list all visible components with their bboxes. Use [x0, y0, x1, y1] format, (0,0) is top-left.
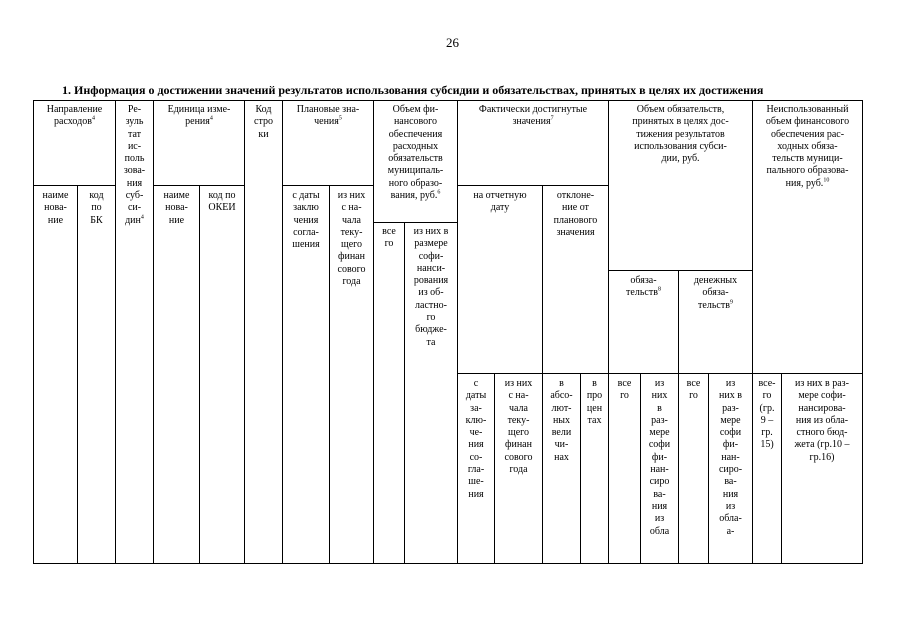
header-v-procentah: в про цен тах [586, 378, 603, 426]
header-vsego-1: все го [382, 226, 396, 250]
grid-line [199, 185, 200, 563]
grid-line [457, 185, 608, 186]
grid-line [542, 185, 543, 563]
grid-line [282, 185, 373, 186]
header-sofinansirovanie-4: из них в раз- мере софи- нансирова- ния из обла- стного бюд- жета (гр.10 – гр.16) [794, 378, 850, 463]
header-rezultat: Ре- зуль тат ис- поль зова- ния суб- си- дин$^4$ [123, 104, 146, 226]
header-v-absolyutnyh: в абсо- лют- ных вели чи- нах [550, 378, 573, 463]
section-heading: 1. Информация о достижении значений результатов использования субсидии и обязательствах, принятых в целях их достижения [62, 83, 764, 97]
table-border-right [862, 100, 863, 563]
header-sofinansirovanie-2: из них в раз- мере софи фи- нан- сиро ва- ния из обла [648, 378, 671, 537]
header-fakticheski-dostignutye: Фактически достигнутые значения$^7$ [478, 104, 588, 128]
table-border-top [33, 100, 863, 101]
header-obyazatelstv: обяза- тельств$^8$ [626, 275, 661, 299]
header-vsego-3: все го [686, 378, 701, 402]
header-s-nachala-goda-2: из них с на- чала теку- щего финан сового года [504, 378, 533, 476]
header-naimenovanie-1: наиме нова- ние [42, 190, 69, 226]
header-vsego-2: все го [617, 378, 632, 402]
header-s-daty-zaklyucheniya: с даты заклю чения согла- шения [292, 190, 320, 251]
header-edinica-izmereniya: Единица изме- рения$^4$ [167, 104, 231, 128]
grid-line [608, 100, 609, 563]
header-sofinansirovanie-3: из них в раз- мере софи фи- нан- сиро- ва- ния из обла- а- [718, 378, 743, 537]
grid-line [244, 100, 245, 563]
header-s-nachala-goda: из них с на- чала теку- щего финан сового года [337, 190, 366, 288]
grid-line [33, 185, 115, 186]
header-vsego-4: все- го (гр. 9 – гр. 15) [758, 378, 776, 451]
grid-line [282, 100, 283, 563]
grid-line [608, 270, 752, 271]
header-obem-obyazatelstv: Объем обязательств, принятых в целях дос- тижения результатов использования субси- дии, руб. [632, 104, 729, 165]
header-kod-stroki: Код стро ки [254, 104, 273, 140]
header-obem-finansovogo-obespecheniya: Объем фи- нансового обеспечения расходных обязательств муниципаль- ного образо- вания, руб.$^6$ [387, 104, 444, 202]
header-napravlenie: Направление расходов$^4$ [46, 104, 103, 128]
table-border-left [33, 100, 34, 563]
header-denezhnyh-obyazatelstv: денежных обяза- тельств$^9$ [693, 275, 738, 311]
table-border-bottom [33, 563, 863, 564]
header-naimenovanie-2: наиме нова- ние [163, 190, 190, 226]
grid-line [678, 270, 679, 563]
header-neispolzovannyi-obem: Неиспользованный объем финансового обеспечения рас- ходных обяза- тельств муници- пального образова- ния, руб.$^{10}$ [765, 104, 850, 189]
page-number: 26 [446, 35, 459, 50]
header-na-otchetnuyu-datu: на отчетную дату [473, 190, 527, 214]
header-sofinansirovanie-1: из них в размере софи- нанси- рования из об- ластно- го бюдже- та [413, 226, 449, 348]
grid-line [457, 373, 863, 374]
grid-line [153, 100, 154, 563]
header-otklonenie: отклоне- ние от планового значения [553, 190, 598, 238]
header-kod-okei: код по ОКЕИ [208, 190, 236, 214]
header-s-daty-2: с даты за- клю- че- ния со- гла- ше- ния [465, 378, 487, 500]
header-planovye-znacheniya: Плановые зна- чения$^5$ [296, 104, 360, 128]
grid-line [373, 222, 457, 223]
grid-line [77, 185, 78, 563]
header-kod-bk: код по БК [89, 190, 104, 226]
